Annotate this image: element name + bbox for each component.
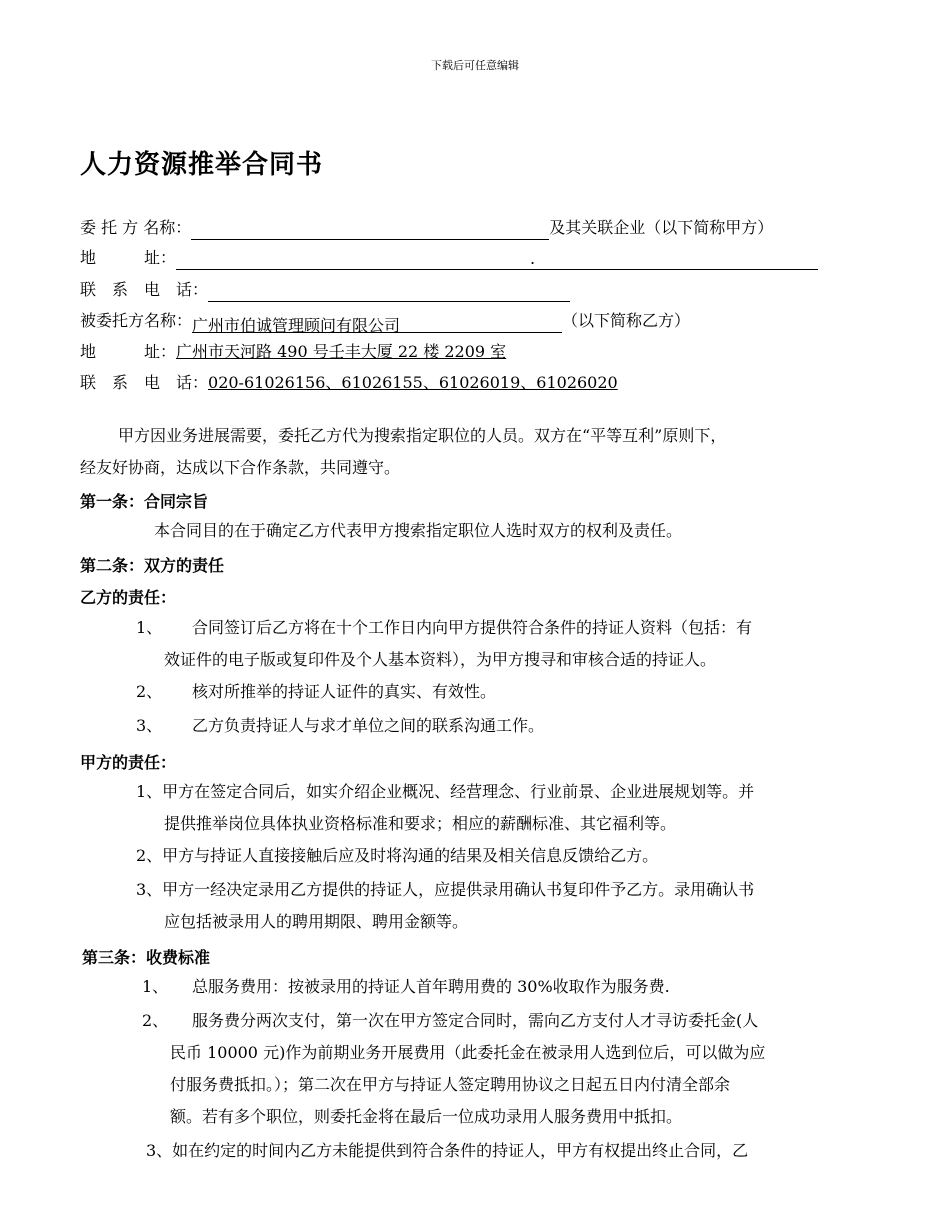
- client-phone-blank[interactable]: [208, 283, 570, 302]
- article-1-heading: 第一条：合同宗旨: [80, 492, 209, 511]
- agent-name-field: [192, 314, 562, 333]
- party-b-item-3-number: 3、: [136, 716, 163, 735]
- article-3-heading: 第三条：收费标准: [82, 948, 211, 967]
- party-b-item-1-text: 合同签订后乙方将在十个工作日内向甲方提供符合条件的持证人资料（包括：有: [192, 618, 753, 637]
- intro-line-1: 甲方因业务进展需要，委托乙方代为搜索指定职位的人员。双方在“平等互利”原则下，: [118, 426, 727, 445]
- agent-name-suffix: （以下简称乙方）: [562, 311, 691, 330]
- party-b-duties-heading: 乙方的责任：: [80, 588, 177, 607]
- party-a-item-3-cont: 应包括被录用人的聘用期限、聘用金额等。: [164, 912, 469, 931]
- party-b-item-2: [136, 678, 866, 706]
- party-b-item-1-cont: 效证件的电子版或复印件及个人基本资料），为甲方搜寻和审核合适的持证人。: [164, 650, 717, 669]
- fee-item-3: 3、如在约定的时间内乙方未能提供到符合条件的持证人，甲方有权提出终止合同，乙: [146, 1141, 749, 1160]
- client-name-row: [80, 216, 773, 240]
- agent-address-row: [80, 340, 506, 364]
- fee-item-1: [142, 973, 872, 1001]
- client-name-blank[interactable]: [191, 221, 549, 240]
- client-name-label: 委 托 方 名称：: [80, 218, 192, 237]
- client-address-blank[interactable]: [176, 251, 818, 270]
- document-title: 人力资源推举合同书: [80, 150, 324, 180]
- intro-line-2: 经友好协商，达成以下合作条款，共同遵守。: [80, 458, 401, 477]
- fee-item-2-cont-1: 民币 10000 元)作为前期业务开展费用（此委托金在被录用人选到位后，可以做为应: [170, 1043, 766, 1062]
- party-b-item-1-number: 1、: [136, 618, 163, 637]
- agent-phone-value: 020-61026156、61026155、61026019、61026020: [208, 373, 618, 392]
- party-b-item-1: [136, 614, 866, 642]
- fee-item-2-text: 服务费分两次支付，第一次在甲方签定合同时，需向乙方支付人才寻访委托金(人: [192, 1011, 759, 1030]
- party-b-item-2-text: 核对所推举的持证人证件的真实、有效性。: [192, 682, 497, 701]
- article-1-text: 本合同目的在于确定乙方代表甲方搜索指定职位人选时双方的权利及责任。: [154, 521, 683, 540]
- party-a-item-1-cont: 提供推举岗位具体执业资格标准和要求；相应的薪酬标准、其它福利等。: [164, 814, 677, 833]
- fee-item-2: [142, 1007, 872, 1035]
- fee-item-2-cont-2: 付服务费抵扣。）；第二次在甲方与持证人签定聘用协议之日起五日内付清全部余: [170, 1075, 731, 1094]
- agent-phone-label: 联 系 电 话：: [80, 373, 209, 392]
- party-b-item-2-number: 2、: [136, 682, 163, 701]
- client-address-dot: .: [530, 249, 536, 268]
- fee-item-1-text: 总服务费用：按被录用的持证人首年聘用费的 30%收取作为服务费.: [192, 977, 670, 996]
- agent-phone-row: [80, 371, 618, 395]
- fee-item-2-cont-3: 额。若有多个职位，则委托金将在最后一位成功录用人服务费用中抵扣。: [170, 1107, 683, 1126]
- fee-item-2-number: 2、: [142, 1011, 169, 1030]
- fee-item-1-number: 1、: [142, 977, 169, 996]
- client-phone-row: [80, 278, 570, 302]
- party-a-item-1: 1、甲方在签定合同后，如实介绍企业概况、经营理念、行业前景、企业进展规划等。并: [136, 782, 755, 801]
- party-a-duties-heading: 甲方的责任：: [80, 753, 177, 772]
- article-2-heading: 第二条：双方的责任: [80, 556, 225, 575]
- client-address-label: 地 址：: [80, 248, 177, 267]
- party-b-item-3: [136, 712, 866, 740]
- client-name-suffix: 及其关联企业（以下简称甲方）: [549, 218, 774, 237]
- agent-name-value: 广州市伯诚管理顾问有限公司: [192, 316, 401, 335]
- agent-address-value: 广州市天河路 490 号壬丰大厦 22 楼 2209 室: [176, 342, 507, 361]
- client-address-row: [80, 246, 818, 270]
- agent-name-row: [80, 309, 690, 333]
- agent-name-label: 被委托方名称：: [80, 311, 193, 330]
- page-header-note: 下载后可任意编辑: [431, 59, 519, 72]
- agent-address-label: 地 址：: [80, 342, 177, 361]
- party-b-item-3-text: 乙方负责持证人与求才单位之间的联系沟通工作。: [192, 716, 545, 735]
- party-a-item-2: 2、甲方与持证人直接接触后应及时将沟通的结果及相关信息反馈给乙方。: [136, 846, 659, 865]
- client-phone-label: 联 系 电 话：: [80, 280, 209, 299]
- party-a-item-3: 3、甲方一经决定录用乙方提供的持证人，应提供录用确认书复印件予乙方。录用确认书: [136, 880, 755, 899]
